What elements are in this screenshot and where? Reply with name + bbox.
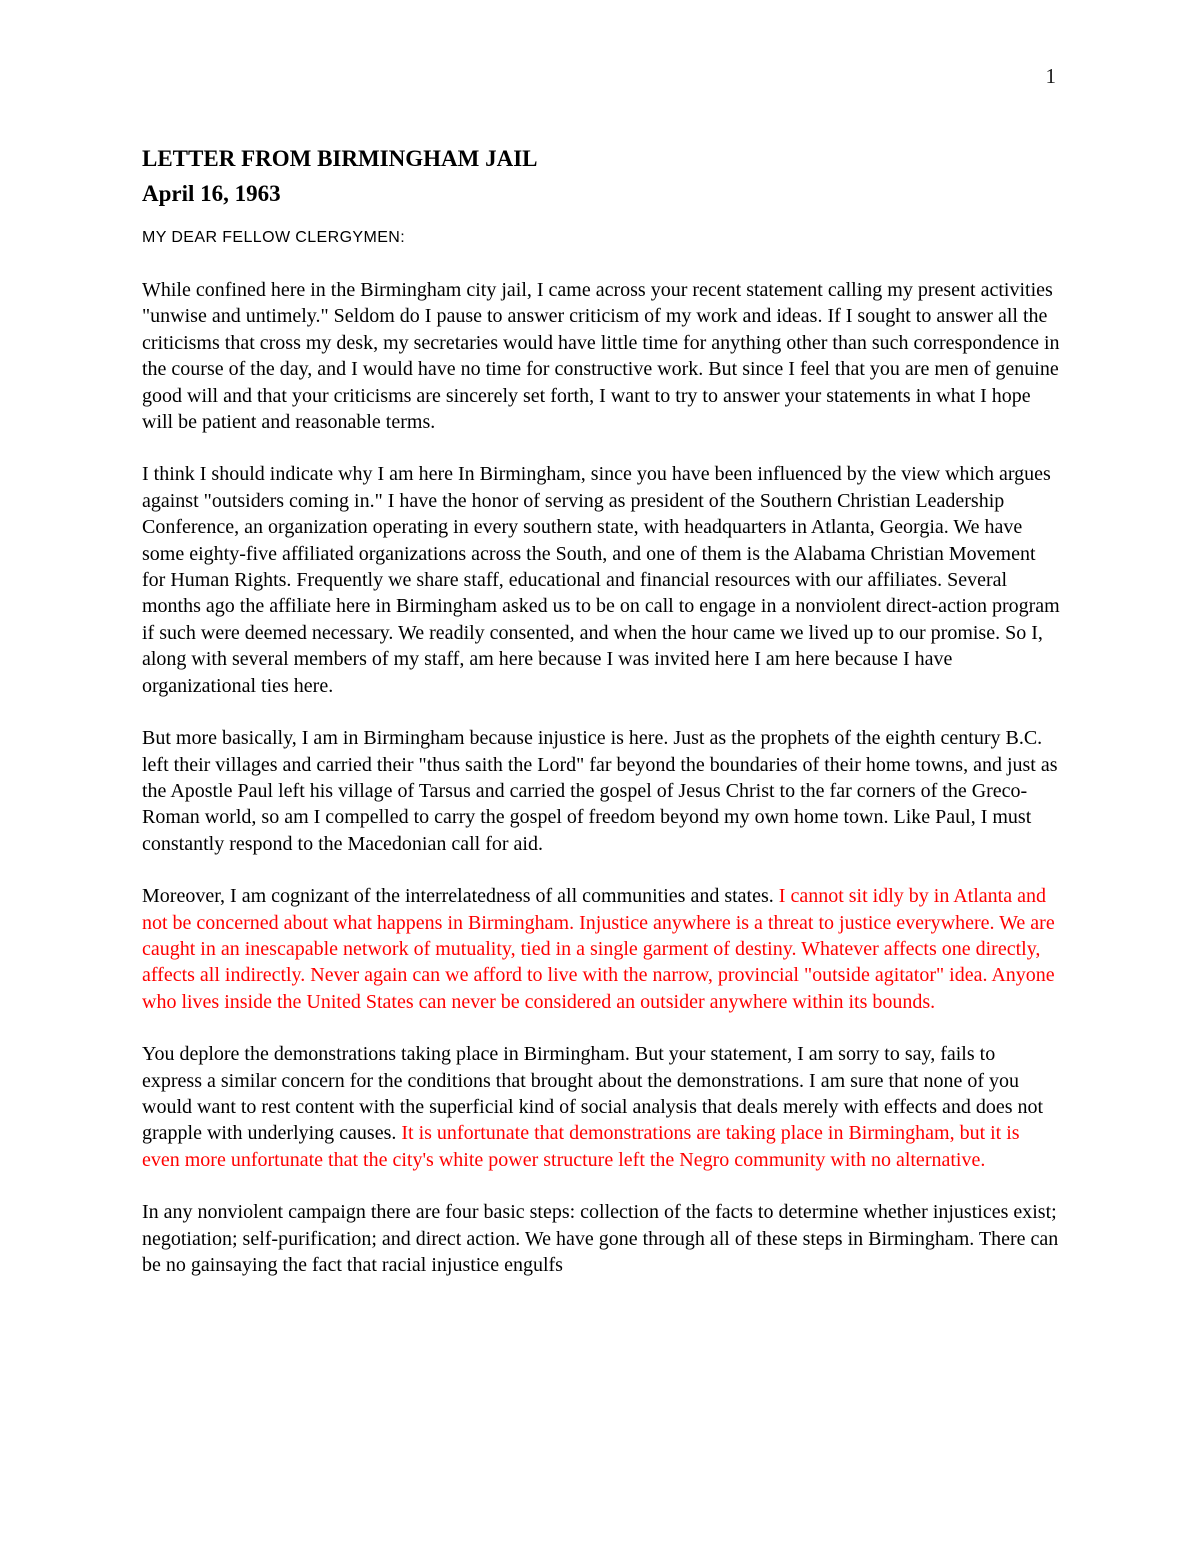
text-segment: But more basically, I am in Birmingham because injustice is here. Just as the prophets of the eighth century B.C. left their villages and carried their "thus saith the Lord" far beyond the boundaries of their home towns, and just as the Apostle Paul left his village of Tarsus and carried the gospel of Jesus Christ to the far corners of the Greco-Roman world, so am I compelled to carry the gospel of freedom beyond my own home town. Like Paul, I must constantly respond to the Macedonian call for aid. <box>142 727 1058 855</box>
page-number: 1 <box>1045 64 1056 88</box>
text-segment: Moreover, I am cognizant of the interrelatedness of all communities and states. <box>142 885 779 908</box>
document-date: April 16, 1963 <box>142 181 281 206</box>
text-segment: I think I should indicate why I am here In Birmingham, since you have been influenced by the view which argues against "outsiders coming in." I have the honor of serving as president of the Southern Christian Leadership Conference, an organization operating in every southern state, with headquarters in Atlanta, Georgia. We have some eighty-five affiliated organizations across the South, and one of them is the Alabama Christian Movement for Human Rights. Frequently we share staff, educational and financial resources with our affiliates. Several months ago the affiliate here in Birmingham asked us to be on call to engage in a nonviolent direct-action program if such were deemed necessary. We readily consented, and when the hour came we lived up to our promise. So I, along with several members of my staff, am here because I was invited here I am here because I have organizational ties here. <box>142 463 1060 697</box>
paragraph <box>142 461 1060 699</box>
document-content <box>142 0 1060 1304</box>
text-segment: In any nonviolent campaign there are four basic steps: collection of the facts to determine whether injustices exist; negotiation; self-purification; and direct action. We have gone through all of these steps in Birmingham. There can be no gainsaying the fact that racial injustice engulfs <box>142 1201 1059 1276</box>
paragraph <box>142 1199 1060 1278</box>
body-paragraphs <box>142 277 1060 1278</box>
paragraph <box>142 1041 1060 1173</box>
text-segment: While confined here in the Birmingham city jail, I came across your recent statement calling my present activities "unwise and untimely." Seldom do I pause to answer criticism of my work and ideas. If I sought to answer all the criticisms that cross my desk, my secretaries would have little time for anything other than such correspondence in the course of the day, and I would have no time for constructive work. But since I feel that you are men of genuine good will and that your criticisms are sincerely set forth, I want to try to answer your statements in what I hope will be patient and reasonable terms. <box>142 279 1060 434</box>
salutation: MY DEAR FELLOW CLERGYMEN: <box>142 229 406 246</box>
emphasized-text-segment: It is unfortunate that demonstrations are taking place in Birmingham, but it is even more unfortunate that the city's white power structure left the Negro community with no alternative. <box>142 1122 1020 1171</box>
paragraph <box>142 277 1060 435</box>
paragraph <box>142 725 1060 857</box>
paragraph <box>142 883 1060 1015</box>
emphasized-text-segment: I cannot sit idly by in Atlanta and not be concerned about what happens in Birmingham. Injustice anywhere is a threat to justice everywhere. We are caught in an inescapable network of mutuality, tied in a single garment of destiny. Whatever affects one directly, affects all indirectly. Never again can we afford to live with the narrow, provincial "outside agitator" idea. Anyone who lives inside the United States can never be considered an outsider anywhere within its bounds. <box>142 885 1055 1013</box>
text-segment: You deplore the demonstrations taking place in Birmingham. But your statement, I am sorry to say, fails to express a similar concern for the conditions that brought about the demonstrations. I am sure that none of you would want to rest content with the superficial kind of social analysis that deals merely with effects and does not grapple with underlying causes. <box>142 1043 1044 1145</box>
document-title: LETTER FROM BIRMINGHAM JAIL <box>142 146 538 171</box>
